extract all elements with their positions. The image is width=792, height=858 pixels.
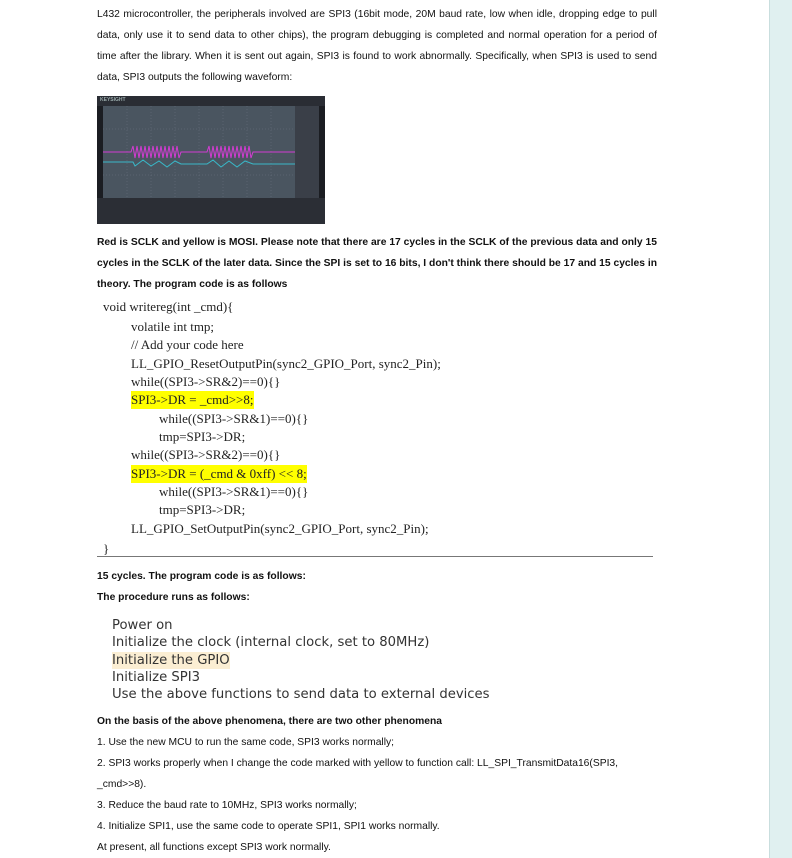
phenomena-intro: On the basis of the above phenomena, there are two other phenomena — [97, 716, 443, 727]
code-line: while((SPI3->SR&1)==0){} — [159, 484, 309, 499]
scope-screen — [103, 106, 295, 198]
highlighted-code-line: SPI3->DR = (_cmd & 0xff) << 8; — [131, 466, 307, 481]
phenomenon-item: _cmd>>8). — [97, 779, 147, 790]
waveform-plot — [103, 106, 295, 198]
procedure-step: Power on — [112, 618, 173, 633]
code-line: void writereg(int _cmd){ — [103, 299, 234, 314]
code-line: // Add your code here — [131, 337, 244, 352]
procedure-step-highlighted: Initialize the GPIO — [112, 653, 230, 668]
conclusion-line: At present, all functions except SPI3 work normally. — [97, 842, 331, 853]
code-line: LL_GPIO_ResetOutputPin(sync2_GPIO_Port, sync2_Pin); — [131, 356, 441, 371]
scrollbar-strip — [769, 0, 792, 858]
procedure-step: Initialize the clock (internal clock, set to 80MHz) — [112, 635, 430, 650]
mosi-trace — [103, 160, 295, 167]
phenomenon-item: 1. Use the new MCU to run the same code, SPI3 works normally; — [97, 737, 395, 748]
highlighted-code-line: SPI3->DR = _cmd>>8; — [131, 392, 254, 407]
code-divider — [97, 556, 653, 557]
code-line: while((SPI3->SR&2)==0){} — [131, 447, 281, 462]
code-line: while((SPI3->SR&1)==0){} — [159, 411, 309, 426]
procedure-intro: The procedure runs as follows: — [97, 592, 250, 603]
phenomenon-item: 2. SPI3 works properly when I change the code marked with yellow to function call: LL_SPI_TransmitData16(SPI3, — [97, 758, 619, 769]
intro-paragraph: L432 microcontroller, the peripherals involved are SPI3 (16bit mode, 20M baud rate, low when idle, dropping edge to pull data, only use it to send data to other chips), the program debugging is completed and normal operation for a period of time after the library. When it is sent out again, SPI3 is found to work abnormally. Specifically, when SPI3 is used to send data, SPI3 outputs the following waveform: — [97, 9, 657, 83]
code-line: while((SPI3->SR&2)==0){} — [131, 374, 281, 389]
oscilloscope-image — [97, 96, 325, 224]
procedure-step: Initialize SPI3 — [112, 670, 200, 685]
cycles-line: 15 cycles. The program code is as follows: — [97, 571, 306, 582]
code-line: volatile int tmp; — [131, 319, 215, 334]
waveform-caption: Red is SCLK and yellow is MOSI. Please note that there are 17 cycles in the SCLK of the previous data and only 15 cycles in the SCLK of the later data. Since the SPI is set to 16 bits, I don't think there should be 17 and 15 cycles in theory. The program code is as follows — [97, 237, 657, 290]
scope-brand: KEYSIGHT — [100, 97, 126, 103]
scope-top-bar — [97, 96, 325, 106]
code-line: tmp=SPI3->DR; — [159, 502, 246, 517]
phenomenon-item: 3. Reduce the baud rate to 10MHz, SPI3 works normally; — [97, 800, 357, 811]
scope-softkeys — [97, 198, 325, 224]
code-line: } — [103, 541, 110, 556]
scope-side-panel — [295, 106, 319, 198]
sclk-trace — [103, 146, 295, 158]
code-line: tmp=SPI3->DR; — [159, 429, 246, 444]
phenomenon-item: 4. Initialize SPI1, use the same code to operate SPI1, SPI1 works normally. — [97, 821, 440, 832]
procedure-step: Use the above functions to send data to external devices — [112, 687, 490, 702]
code-line: LL_GPIO_SetOutputPin(sync2_GPIO_Port, sync2_Pin); — [131, 521, 429, 536]
